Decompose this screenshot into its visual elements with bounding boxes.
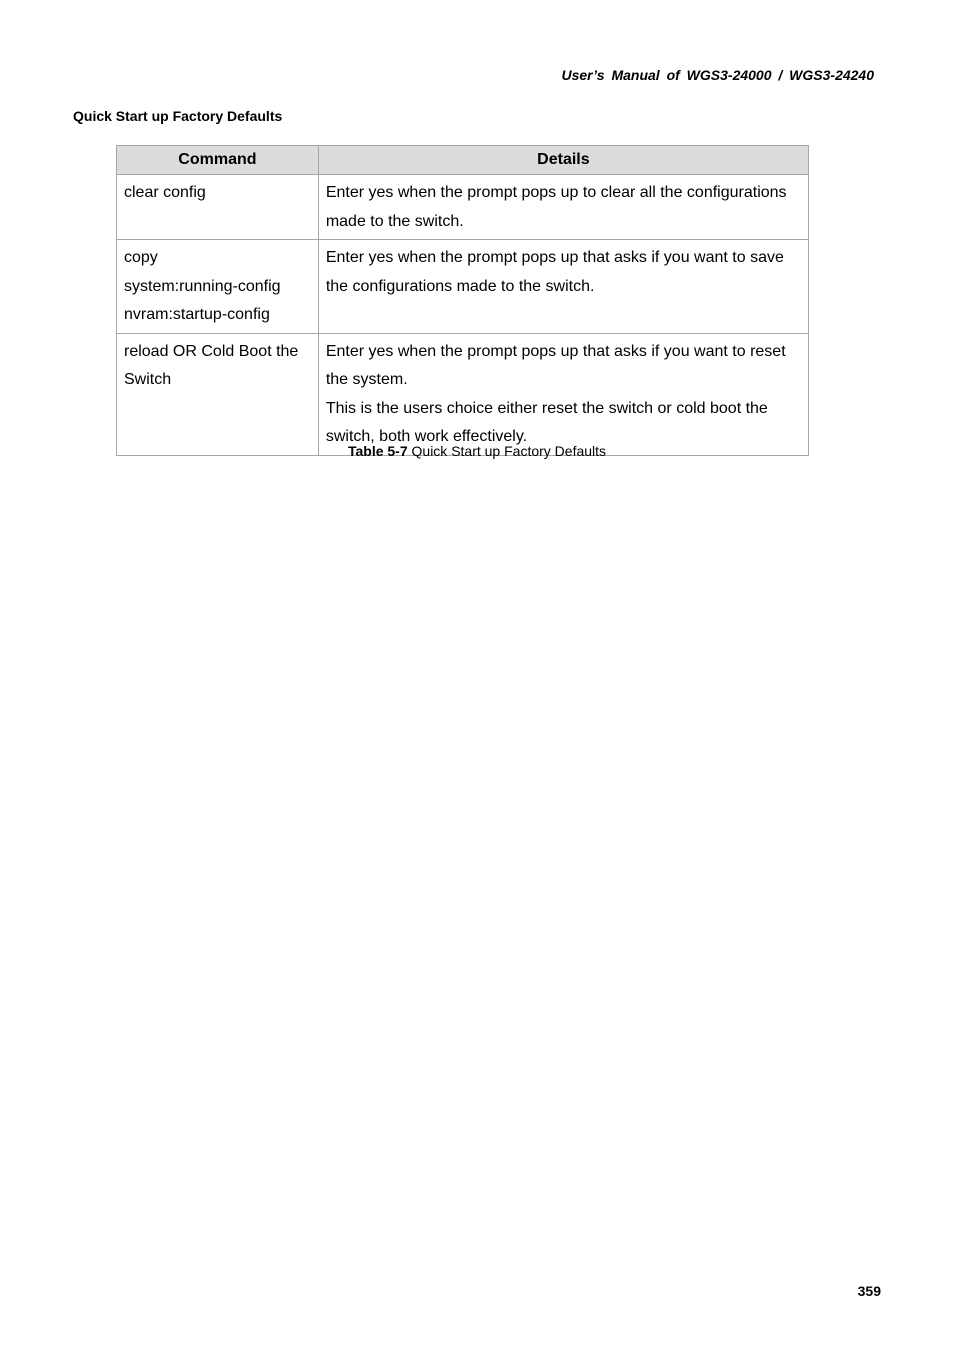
page-number: 359: [857, 1283, 881, 1299]
details-cell: [318, 333, 808, 455]
details-line: the system.: [325, 371, 408, 388]
column-header-command: Command: [117, 146, 319, 175]
section-title: Quick Start up Factory Defaults: [73, 108, 283, 124]
table-row: [117, 333, 809, 455]
details-line: Enter yes when the prompt pops up that asks if you want to reset: [325, 342, 786, 360]
details-line: This is the users choice either reset the switch or cold boot the: [325, 399, 768, 417]
command-cell: [117, 240, 319, 334]
details-line: switch, both work effectively.: [325, 428, 528, 445]
command-cell: [117, 175, 319, 240]
details-cell: [318, 175, 808, 240]
details-line: the configurations made to the switch.: [325, 277, 595, 295]
commands-table: [116, 145, 809, 456]
details-cell: [318, 240, 808, 334]
command-line: clear config: [124, 184, 206, 201]
command-line: nvram:startup-config: [124, 306, 270, 323]
caption-text: Quick Start up Factory Defaults: [407, 443, 607, 459]
command-line: copy: [124, 249, 158, 266]
details-line: Enter yes when the prompt pops up to clear all the configurations: [325, 184, 787, 201]
caption-label: Table 5-7: [347, 443, 408, 459]
table-caption: [0, 443, 954, 459]
table-row: [117, 175, 809, 240]
command-line: reload OR Cold Boot the: [124, 342, 299, 360]
command-cell: [117, 333, 319, 455]
command-line: system:running-config: [124, 277, 281, 295]
details-line: made to the switch.: [325, 212, 464, 230]
column-header-details: Details: [318, 146, 808, 175]
running-header: User’s Manual of WGS3-24000 / WGS3-24240: [561, 67, 874, 83]
details-line: Enter yes when the prompt pops up that asks if you want to save: [325, 249, 784, 266]
command-line: Switch: [124, 371, 172, 388]
table-header-row: [117, 146, 809, 175]
table-row: [117, 240, 809, 334]
